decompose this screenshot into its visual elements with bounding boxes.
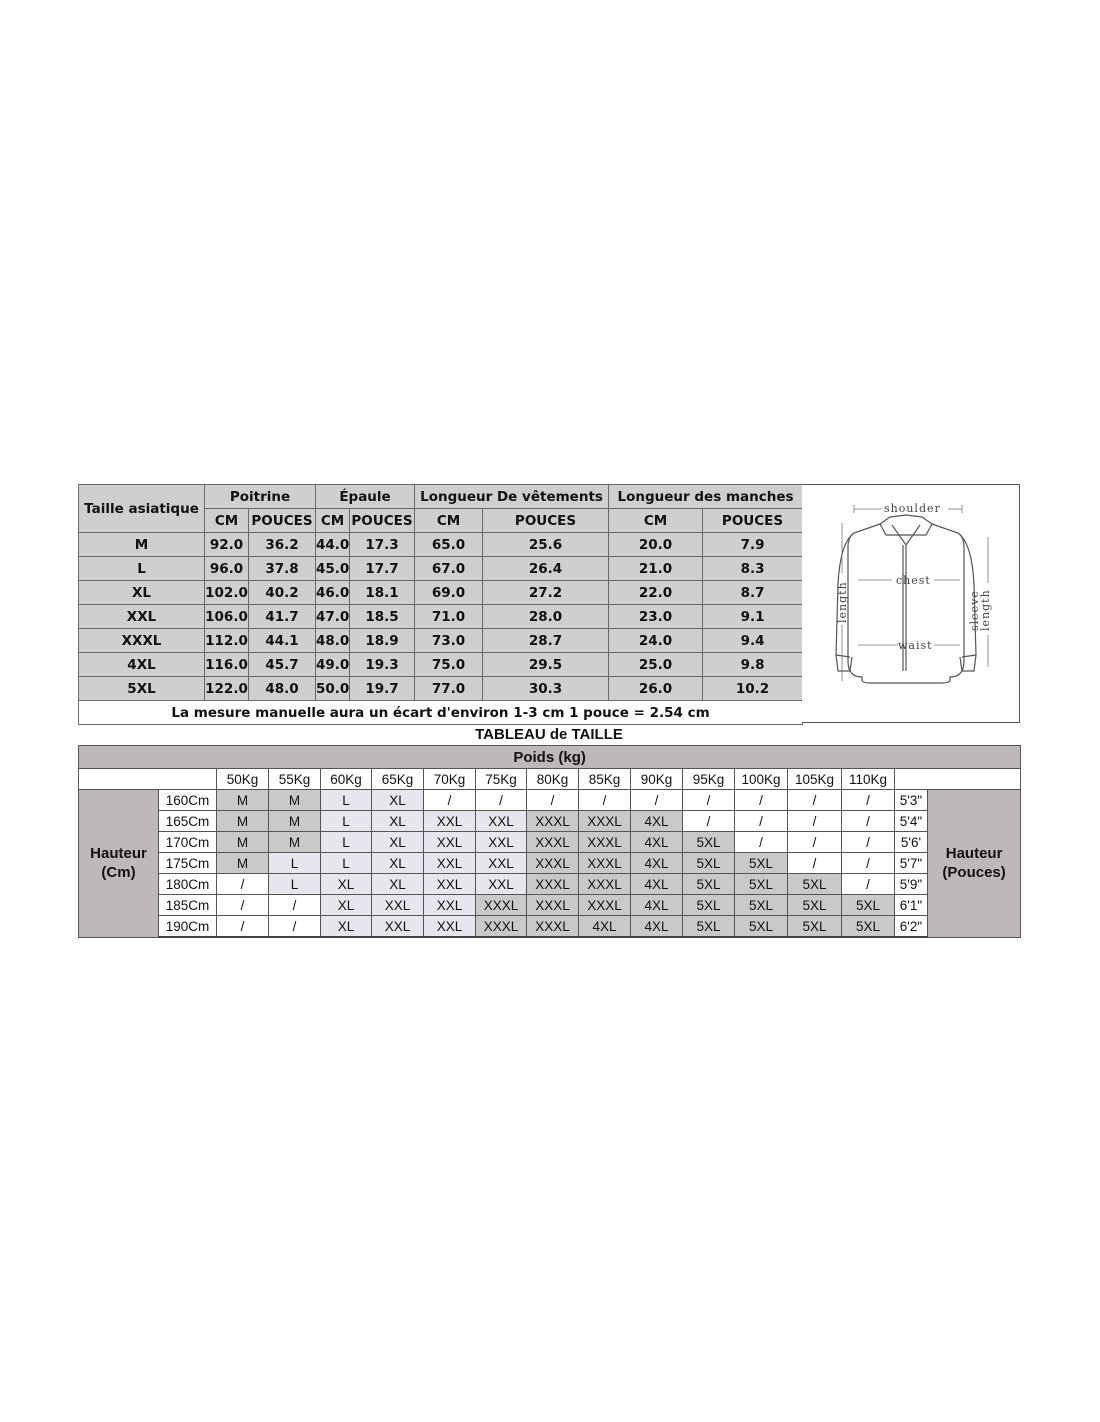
weight-header: Poids (kg): [79, 746, 1021, 769]
blank-cell: [79, 769, 217, 790]
size-cell: /: [683, 790, 735, 811]
size-cell: 5XL: [683, 853, 735, 874]
height-in-label-line: (Pouces): [942, 864, 1006, 882]
height-inches: 6'1": [895, 895, 928, 916]
size-cell: XL: [372, 853, 424, 874]
size-cell: XXXL: [579, 832, 631, 853]
header-garment-length: Longueur De vêtements: [415, 485, 609, 509]
size-cell: M: [269, 811, 321, 832]
measurement-table: [78, 484, 803, 725]
size-cell: XL: [321, 874, 372, 895]
height-row: [79, 874, 1021, 895]
measurement-value: 96.0: [205, 557, 249, 581]
measurement-value: 122.0: [205, 677, 249, 701]
measurement-value: 29.5: [483, 653, 609, 677]
weight-label: 55Kg: [269, 769, 321, 790]
weight-label: 85Kg: [579, 769, 631, 790]
size-cell: 5XL: [735, 874, 788, 895]
weight-label: 90Kg: [631, 769, 683, 790]
size-cell: XXL: [424, 874, 476, 895]
size-cell: XXXL: [527, 874, 579, 895]
height-row: [79, 832, 1021, 853]
measurement-value: 9.8: [703, 653, 803, 677]
size-cell: /: [788, 853, 842, 874]
note-row: [79, 701, 803, 725]
weight-label: 95Kg: [683, 769, 735, 790]
size-cell: XXXL: [579, 895, 631, 916]
size-cell: 5XL: [735, 853, 788, 874]
height-cm: 160Cm: [159, 790, 217, 811]
shirt-diagram-box: [802, 484, 1020, 723]
label-sleeve: sleeve: [968, 590, 981, 631]
size-cell: /: [631, 790, 683, 811]
measurement-value: 25.6: [483, 533, 609, 557]
measurement-value: 10.2: [703, 677, 803, 701]
size-cell: XXXL: [476, 916, 527, 938]
height-cm: 165Cm: [159, 811, 217, 832]
size-cell: 4XL: [579, 916, 631, 938]
size-cell: /: [424, 790, 476, 811]
measurement-value: 28.0: [483, 605, 609, 629]
unit-header: CM: [609, 509, 703, 533]
measurement-value: 45.7: [249, 653, 316, 677]
size-label: XXXL: [79, 629, 205, 653]
size-cell: XXL: [476, 853, 527, 874]
size-cell: M: [217, 832, 269, 853]
blank-cell: [895, 769, 1021, 790]
measurement-value: 48.0: [249, 677, 316, 701]
size-cell: /: [527, 790, 579, 811]
label-waist: waist: [898, 639, 933, 652]
height-cm: 170Cm: [159, 832, 217, 853]
size-cell: XXXL: [527, 895, 579, 916]
weight-header-row: [79, 746, 1021, 769]
measurement-value: 116.0: [205, 653, 249, 677]
measurement-value: 45.0: [316, 557, 350, 581]
height-inches: 5'4": [895, 811, 928, 832]
weight-label: 70Kg: [424, 769, 476, 790]
size-cell: /: [842, 790, 895, 811]
weight-label: 60Kg: [321, 769, 372, 790]
size-cell: XXXL: [579, 811, 631, 832]
size-cell: L: [321, 790, 372, 811]
measurement-note: La mesure manuelle aura un écart d'environ 1-3 cm 1 pouce = 2.54 cm: [79, 701, 803, 725]
header-shoulder: Épaule: [316, 485, 415, 509]
height-cm: 185Cm: [159, 895, 217, 916]
size-cell: /: [735, 811, 788, 832]
size-cell: XXXL: [527, 853, 579, 874]
measurement-row: [79, 533, 803, 557]
unit-header: POUCES: [483, 509, 609, 533]
size-cell: XXL: [424, 811, 476, 832]
measurement-value: 50.0: [316, 677, 350, 701]
measurement-value: 67.0: [415, 557, 483, 581]
size-cell: 5XL: [735, 916, 788, 938]
size-chart-container: [78, 745, 1020, 938]
size-cell: 5XL: [788, 895, 842, 916]
size-cell: 4XL: [631, 874, 683, 895]
label-length: length: [836, 581, 849, 623]
height-cm: 190Cm: [159, 916, 217, 938]
measurement-table-container: [78, 484, 802, 725]
measurement-value: 41.7: [249, 605, 316, 629]
weight-row: [79, 769, 1021, 790]
measurement-value: 19.3: [350, 653, 415, 677]
size-cell: 5XL: [842, 916, 895, 938]
size-cell: XL: [321, 916, 372, 938]
size-cell: XXL: [476, 832, 527, 853]
size-cell: XL: [372, 790, 424, 811]
measurement-value: 102.0: [205, 581, 249, 605]
measurement-value: 73.0: [415, 629, 483, 653]
measurement-value: 36.2: [249, 533, 316, 557]
size-cell: 5XL: [683, 895, 735, 916]
height-row: [79, 790, 1021, 811]
measurement-value: 92.0: [205, 533, 249, 557]
size-cell: M: [269, 790, 321, 811]
size-cell: 4XL: [631, 853, 683, 874]
measurement-value: 44.0: [316, 533, 350, 557]
height-inches: 5'7": [895, 853, 928, 874]
size-cell: XXL: [372, 895, 424, 916]
size-cell: XL: [372, 874, 424, 895]
measurement-value: 24.0: [609, 629, 703, 653]
measurement-value: 106.0: [205, 605, 249, 629]
measurement-value: 49.0: [316, 653, 350, 677]
size-chart-table: [78, 745, 1021, 938]
measurement-value: 65.0: [415, 533, 483, 557]
size-label: 4XL: [79, 653, 205, 677]
measurement-value: 77.0: [415, 677, 483, 701]
size-label: XXL: [79, 605, 205, 629]
measurement-value: 27.2: [483, 581, 609, 605]
measurement-value: 22.0: [609, 581, 703, 605]
size-cell: /: [735, 832, 788, 853]
measurement-row: [79, 581, 803, 605]
measurement-row: [79, 677, 803, 701]
group-header-row: [79, 485, 803, 509]
size-cell: XL: [321, 895, 372, 916]
size-label: M: [79, 533, 205, 557]
measurement-value: 26.4: [483, 557, 609, 581]
measurement-value: 37.8: [249, 557, 316, 581]
size-cell: XXXL: [579, 853, 631, 874]
measurement-value: 8.3: [703, 557, 803, 581]
measurement-rows: [79, 533, 803, 701]
measurement-value: 9.1: [703, 605, 803, 629]
size-cell: M: [217, 811, 269, 832]
size-chart-rows: [79, 769, 1021, 938]
size-cell: /: [579, 790, 631, 811]
size-cell: /: [217, 874, 269, 895]
weight-label: 110Kg: [842, 769, 895, 790]
size-cell: XXL: [424, 916, 476, 938]
measurement-value: 9.4: [703, 629, 803, 653]
measurement-value: 7.9: [703, 533, 803, 557]
height-inches: 5'9": [895, 874, 928, 895]
size-cell: /: [842, 832, 895, 853]
size-cell: XXXL: [527, 832, 579, 853]
size-cell: L: [321, 853, 372, 874]
size-chart-title: TABLEAU de TAILLE: [475, 726, 623, 743]
measurement-value: 40.2: [249, 581, 316, 605]
height-row: [79, 811, 1021, 832]
size-cell: XL: [372, 832, 424, 853]
size-cell: XXL: [424, 853, 476, 874]
measurement-value: 25.0: [609, 653, 703, 677]
size-cell: /: [735, 790, 788, 811]
measurement-row: [79, 653, 803, 677]
measurement-value: 112.0: [205, 629, 249, 653]
unit-header: CM: [205, 509, 249, 533]
size-cell: 4XL: [631, 895, 683, 916]
height-cm: 175Cm: [159, 853, 217, 874]
measurement-value: 17.3: [350, 533, 415, 557]
label-sleeve-length: length: [979, 589, 992, 631]
label-chest: chest: [896, 574, 931, 587]
height-row: [79, 916, 1021, 938]
header-sleeve-length: Longueur des manches: [609, 485, 803, 509]
measurement-value: 48.0: [316, 629, 350, 653]
size-cell: L: [321, 811, 372, 832]
size-cell: 4XL: [631, 811, 683, 832]
height-inches: 5'6': [895, 832, 928, 853]
size-cell: 5XL: [683, 916, 735, 938]
height-cm-label-line: Hauteur: [90, 845, 147, 863]
measurement-value: 23.0: [609, 605, 703, 629]
size-cell: XL: [372, 811, 424, 832]
measurement-value: 69.0: [415, 581, 483, 605]
measurement-value: 18.5: [350, 605, 415, 629]
size-cell: /: [217, 895, 269, 916]
measurement-value: 30.3: [483, 677, 609, 701]
measurement-row: [79, 605, 803, 629]
size-cell: XXXL: [476, 895, 527, 916]
size-label: 5XL: [79, 677, 205, 701]
height-cm-label: [79, 790, 159, 938]
measurement-row: [79, 557, 803, 581]
weight-label: 65Kg: [372, 769, 424, 790]
weight-label: 50Kg: [217, 769, 269, 790]
weight-label: 75Kg: [476, 769, 527, 790]
measurement-value: 17.7: [350, 557, 415, 581]
size-cell: XXL: [476, 874, 527, 895]
size-cell: /: [842, 874, 895, 895]
size-cell: 5XL: [683, 874, 735, 895]
measurement-row: [79, 629, 803, 653]
size-cell: M: [269, 832, 321, 853]
size-cell: XXL: [372, 916, 424, 938]
size-cell: 4XL: [631, 832, 683, 853]
measurement-value: 18.1: [350, 581, 415, 605]
height-row: [79, 853, 1021, 874]
size-cell: 5XL: [788, 916, 842, 938]
size-cell: 5XL: [842, 895, 895, 916]
size-cell: /: [269, 916, 321, 938]
size-cell: XXXL: [579, 874, 631, 895]
size-cell: M: [217, 853, 269, 874]
measurement-value: 71.0: [415, 605, 483, 629]
height-inches: 5'3": [895, 790, 928, 811]
size-cell: /: [788, 811, 842, 832]
unit-header: POUCES: [703, 509, 803, 533]
measurement-value: 44.1: [249, 629, 316, 653]
shirt-diagram-icon: [802, 485, 1019, 722]
measurement-value: 47.0: [316, 605, 350, 629]
measurement-value: 19.7: [350, 677, 415, 701]
size-cell: /: [683, 811, 735, 832]
unit-header: POUCES: [350, 509, 415, 533]
size-cell: XXXL: [527, 916, 579, 938]
size-cell: 4XL: [631, 916, 683, 938]
header-size: Taille asiatique: [79, 485, 205, 533]
size-cell: 5XL: [735, 895, 788, 916]
header-chest: Poitrine: [205, 485, 316, 509]
size-cell: /: [788, 832, 842, 853]
size-cell: /: [842, 853, 895, 874]
measurement-value: 46.0: [316, 581, 350, 605]
size-cell: XXL: [476, 811, 527, 832]
size-cell: /: [788, 790, 842, 811]
size-label: XL: [79, 581, 205, 605]
size-cell: XXXL: [527, 811, 579, 832]
label-shoulder: shoulder: [884, 502, 941, 515]
measurement-value: 20.0: [609, 533, 703, 557]
size-cell: 5XL: [788, 874, 842, 895]
measurement-value: 8.7: [703, 581, 803, 605]
size-cell: /: [217, 916, 269, 938]
size-cell: XXL: [424, 895, 476, 916]
measurement-value: 21.0: [609, 557, 703, 581]
unit-header: POUCES: [249, 509, 316, 533]
size-cell: 5XL: [683, 832, 735, 853]
size-cell: L: [321, 832, 372, 853]
size-cell: M: [217, 790, 269, 811]
height-in-label: [928, 790, 1021, 938]
size-cell: L: [269, 874, 321, 895]
unit-header: CM: [316, 509, 350, 533]
unit-header: CM: [415, 509, 483, 533]
measurement-value: 75.0: [415, 653, 483, 677]
size-label: L: [79, 557, 205, 581]
height-in-label-line: Hauteur: [945, 845, 1003, 863]
height-row: [79, 895, 1021, 916]
height-inches: 6'2": [895, 916, 928, 938]
size-cell: /: [269, 895, 321, 916]
measurement-value: 18.9: [350, 629, 415, 653]
weight-label: 100Kg: [735, 769, 788, 790]
size-cell: /: [476, 790, 527, 811]
size-cell: /: [842, 811, 895, 832]
measurement-value: 28.7: [483, 629, 609, 653]
height-cm: 180Cm: [159, 874, 217, 895]
measurement-value: 26.0: [609, 677, 703, 701]
weight-label: 80Kg: [527, 769, 579, 790]
height-cm-label-line: (Cm): [101, 864, 136, 882]
size-cell: XXL: [424, 832, 476, 853]
weight-label: 105Kg: [788, 769, 842, 790]
size-cell: L: [269, 853, 321, 874]
